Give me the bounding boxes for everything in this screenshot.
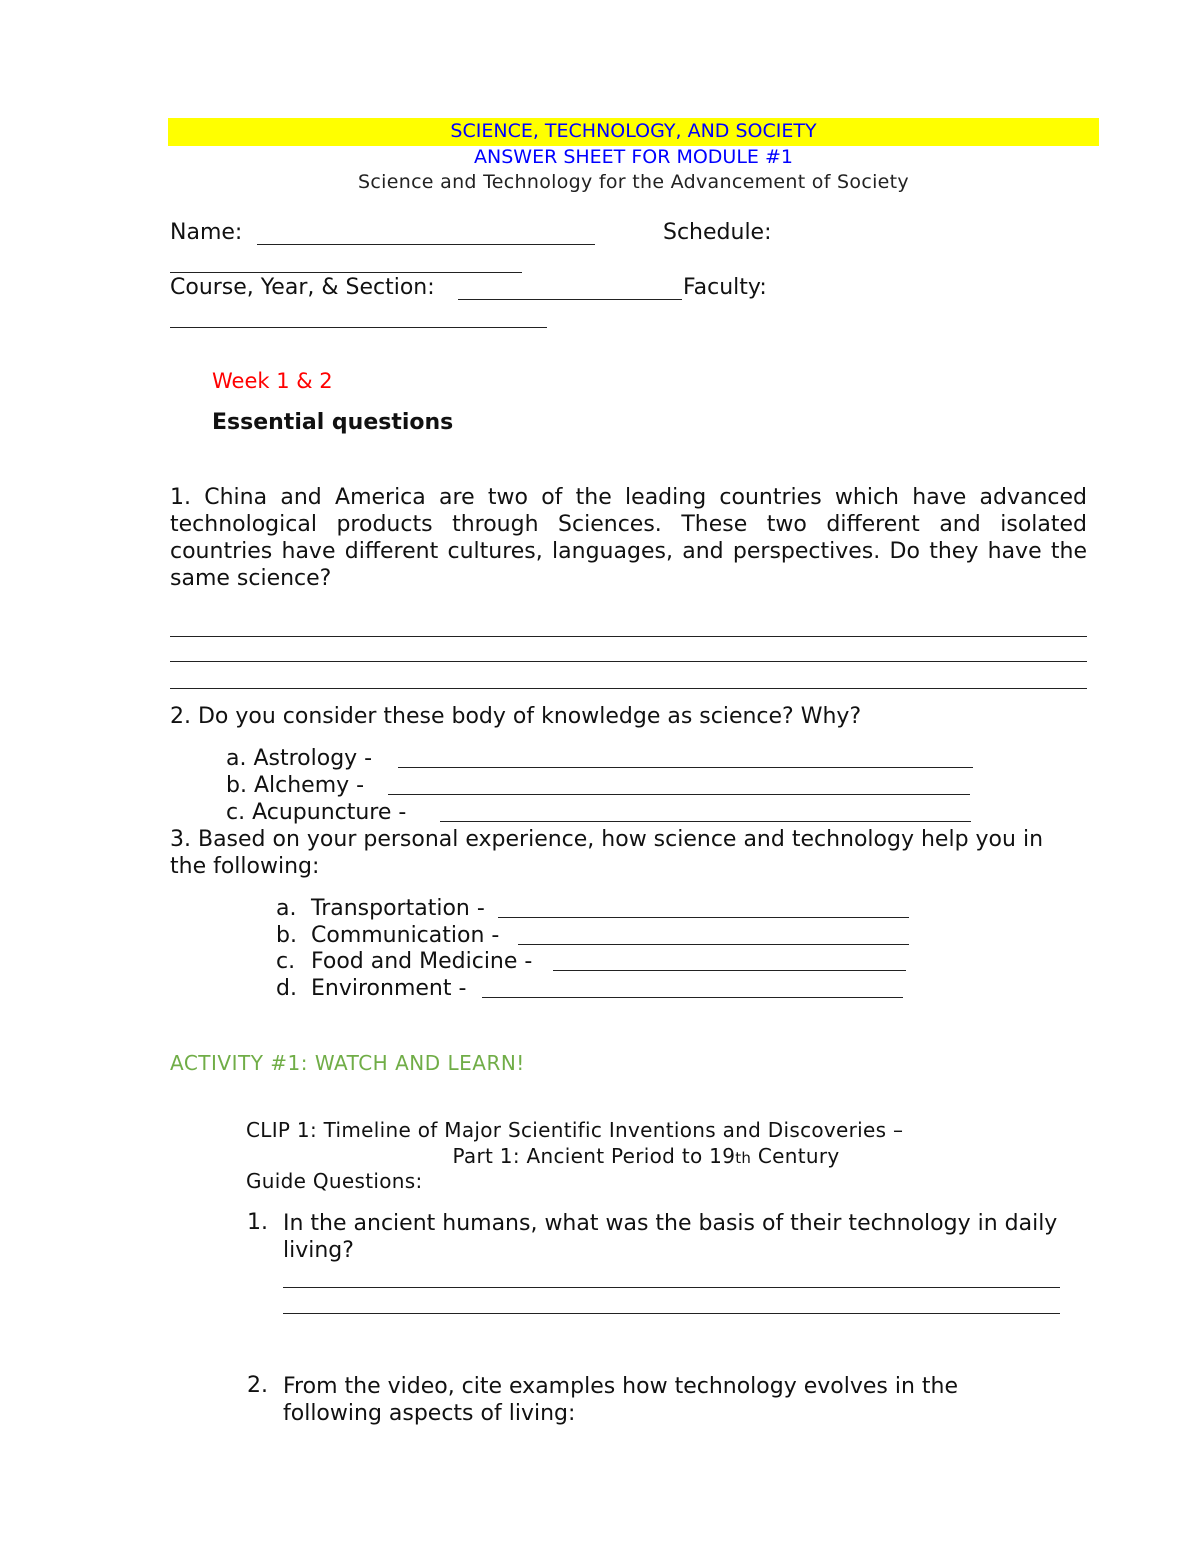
- question-3: 3. Based on your personal experience, how science and technology help you in the following:: [170, 827, 1044, 879]
- essential-questions-heading: Essential questions: [212, 410, 454, 435]
- guide-q1-marker: 1.: [247, 1210, 268, 1235]
- answer-line-q1-3[interactable]: [170, 688, 1087, 689]
- q3-item-communication: Communication -: [311, 923, 500, 948]
- q3-answer-environment[interactable]: [482, 997, 903, 998]
- q3-answer-communication[interactable]: [518, 944, 909, 945]
- q3-marker-b: b.: [276, 923, 297, 948]
- clip-title-line2-text: Part 1: Ancient Period to 19: [452, 1144, 736, 1168]
- q3-item-transportation: Transportation -: [311, 896, 485, 921]
- document-title: SCIENCE, TECHNOLOGY, AND SOCIETY: [450, 120, 817, 142]
- q2-answer-acupuncture[interactable]: [440, 821, 971, 822]
- schedule-label: Schedule:: [663, 220, 772, 245]
- clip-title-superscript: th: [735, 1149, 752, 1167]
- question-1: 1. China and America are two of the leading countries which have advanced technological products through Sciences. These two different and isolated countries have different cultures, languages, and perspectives. Do they have the same science?: [170, 485, 1087, 591]
- clip-title-line2-end: Century: [751, 1144, 840, 1168]
- guide-questions-label: Guide Questions:: [246, 1169, 423, 1193]
- guide-q1-answer-line-2[interactable]: [283, 1313, 1060, 1314]
- q3-marker-c: c.: [276, 949, 296, 974]
- q3-answer-transportation[interactable]: [498, 917, 909, 918]
- guide-q1-answer-line-1[interactable]: [283, 1287, 1060, 1288]
- answer-line-q1-2[interactable]: [170, 661, 1087, 662]
- guide-question-1: In the ancient humans, what was the basis of their technology in daily living?: [283, 1211, 1058, 1263]
- clip-title-line1: CLIP 1: Timeline of Major Scientific Inventions and Discoveries –: [246, 1118, 904, 1142]
- question-2: 2. Do you consider these body of knowledge as science? Why?: [170, 704, 862, 729]
- q2-answer-alchemy[interactable]: [388, 794, 970, 795]
- name-label: Name:: [170, 220, 243, 245]
- answer-line-q1-1[interactable]: [170, 636, 1087, 637]
- guide-question-2: From the video, cite examples how technology evolves in the following aspects of living:: [283, 1374, 959, 1426]
- q3-item-environment: Environment -: [311, 976, 467, 1001]
- course-field[interactable]: [458, 299, 682, 300]
- activity-title: ACTIVITY #1: WATCH AND LEARN!: [170, 1051, 525, 1075]
- q2-item-alchemy: b. Alchemy -: [226, 773, 365, 798]
- clip-title-line2: [246, 1144, 1046, 1168]
- faculty-label: Faculty:: [683, 275, 767, 300]
- q2-item-acupuncture: c. Acupuncture -: [226, 800, 407, 825]
- q3-marker-a: a.: [276, 896, 297, 921]
- q3-answer-food-medicine[interactable]: [553, 970, 906, 971]
- q2-item-astrology: a. Astrology -: [226, 746, 373, 771]
- document-subtitle: ANSWER SHEET FOR MODULE #1: [474, 146, 793, 168]
- q3-marker-d: d.: [276, 976, 297, 1001]
- week-label: Week 1 & 2: [212, 369, 333, 393]
- q3-item-food-medicine: Food and Medicine -: [311, 949, 533, 974]
- name-field[interactable]: [257, 244, 595, 245]
- guide-q2-marker: 2.: [247, 1373, 268, 1398]
- schedule-field[interactable]: [170, 272, 522, 273]
- course-label: Course, Year, & Section:: [170, 275, 435, 300]
- module-title: Science and Technology for the Advancement of Society: [358, 171, 909, 193]
- q2-answer-astrology[interactable]: [398, 767, 973, 768]
- faculty-field[interactable]: [170, 327, 547, 328]
